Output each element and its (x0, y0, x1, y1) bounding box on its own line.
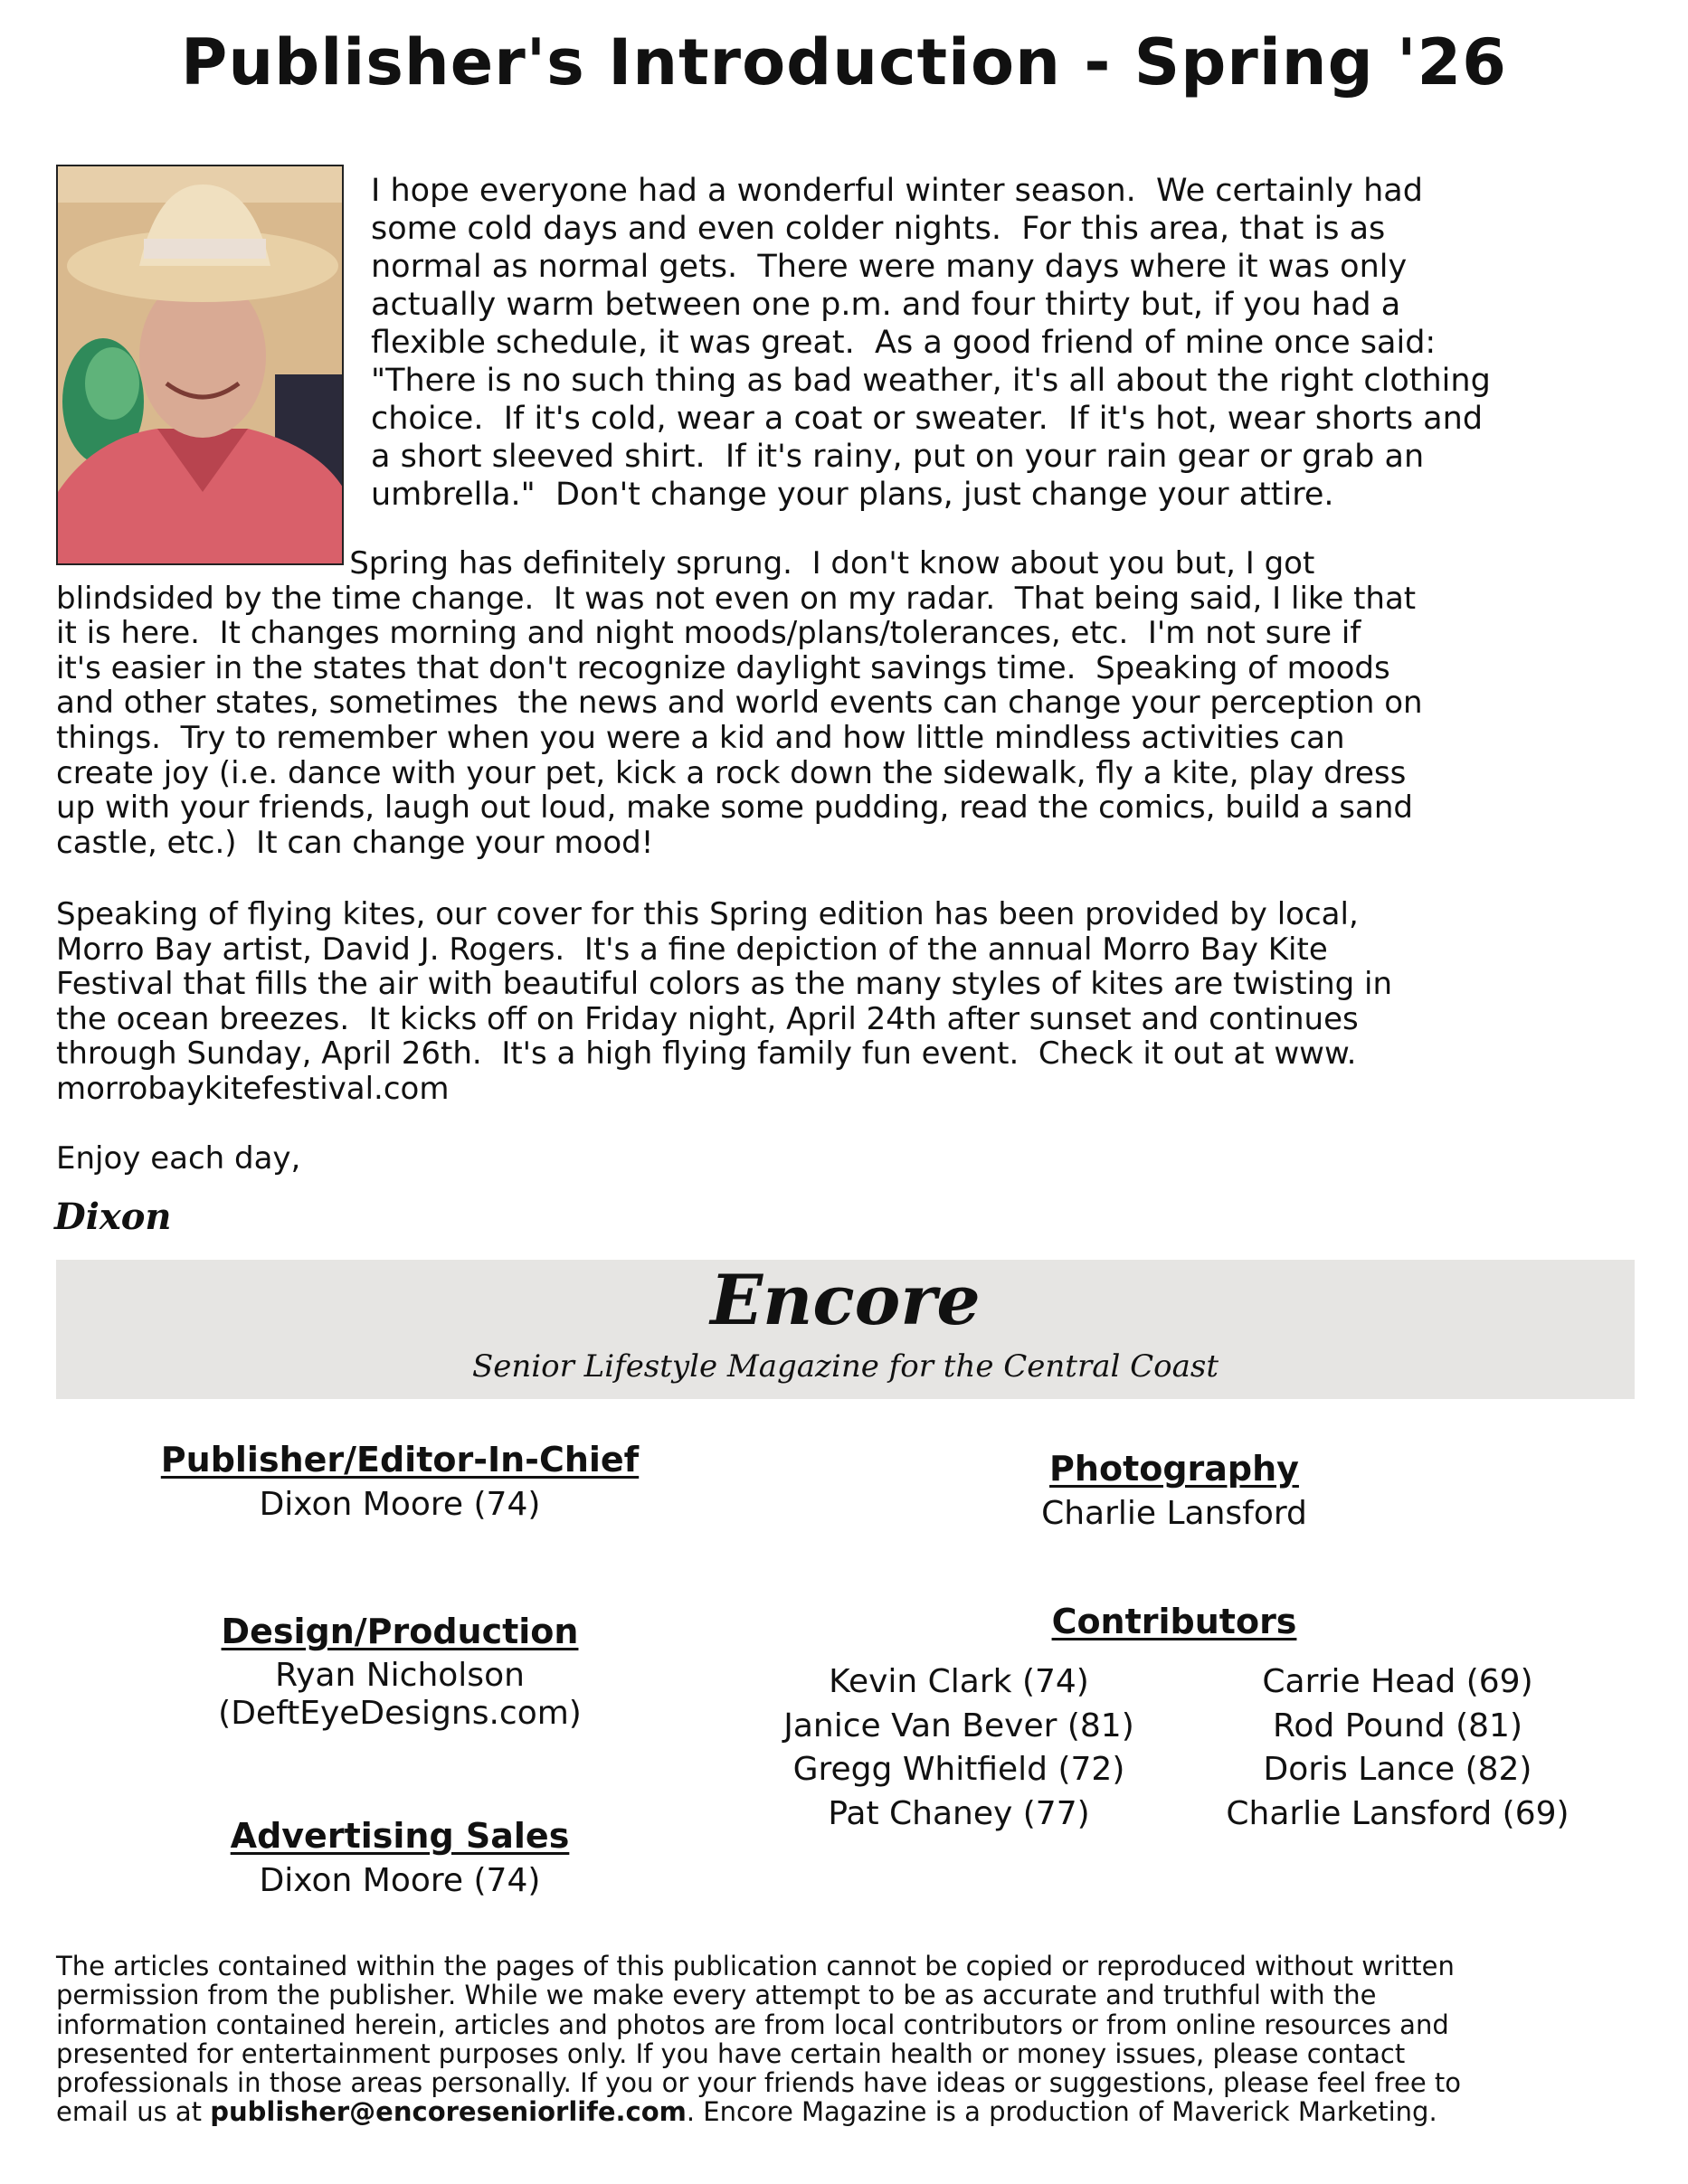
contributor: Kevin Clark (74) (829, 1663, 1089, 1700)
disclaimer-line: The articles contained within the pages of this publication cannot be copied or reproduced without written (56, 1951, 1455, 1981)
contributors-left (783, 1660, 1133, 1837)
disclaimer-line: presented for entertainment purposes only. If you have certain health or money issues, please contact (56, 2037, 1406, 2069)
text-line: choice. If it's cold, wear a coat or sweater. If it's hot, wear shorts and (371, 401, 1484, 437)
credit-photography (1041, 1447, 1307, 1534)
credit-name: Ryan Nicholson (275, 1657, 525, 1694)
credit-heading: Photography (1049, 1449, 1299, 1489)
text-line: things. Try to remember when you were a kid and how little mindless activities can (56, 719, 1345, 756)
text-line: blindsided by the time change. It was not even on my radar. That being said, I like that (56, 580, 1417, 617)
contributor: Janice Van Bever (81) (783, 1707, 1134, 1744)
text-line: I hope everyone had a wonderful winter season. We certainly had (371, 173, 1423, 209)
publisher-photo-image (58, 166, 344, 565)
text-line: Spring has definitely sprung. I don't know about you but, I got (56, 545, 1315, 581)
intro-paragraph-1 (371, 172, 1491, 514)
intro-paragraph-2 (56, 546, 1423, 860)
contributors-right (1226, 1660, 1569, 1837)
text-line: umbrella." Don't change your plans, just change your attire. (371, 477, 1334, 513)
text-line: flexible schedule, it was great. As a good friend of mine once said: (371, 325, 1437, 361)
contributor: Rod Pound (81) (1272, 1707, 1522, 1744)
text-line: create joy (i.e. dance with your pet, kick a rock down the sidewalk, fly a kite, play dress (56, 754, 1407, 791)
closing-text: Enjoy each day, (56, 1140, 301, 1177)
disclaimer-prefix: email us at (56, 2096, 211, 2128)
credit-heading: Contributors (1051, 1602, 1297, 1641)
intro-paragraph-3 (56, 897, 1392, 1107)
credit-heading: Advertising Sales (230, 1816, 570, 1856)
text-line: Festival that fills the air with beautiful colors as the many styles of kites are twisting in (56, 966, 1393, 1003)
credit-heading: Design/Production (221, 1612, 579, 1651)
credit-name: Charlie Lansford (1041, 1495, 1307, 1532)
credit-design (218, 1610, 582, 1733)
credit-contributors-heading (1052, 1600, 1297, 1643)
text-line: Morro Bay artist, David J. Rogers. It's a fine depiction of the annual Morro Bay Kite (56, 931, 1328, 968)
masthead-band (56, 1260, 1635, 1399)
text-line: it is here. It changes morning and night moods/plans/tolerances, etc. I'm not sure if (56, 615, 1361, 652)
publisher-photo (56, 165, 344, 565)
text-line: Speaking of flying kites, our cover for this Spring edition has been provided by local, (56, 896, 1359, 932)
text-line: "There is no such thing as bad weather, it's all about the right clothing (371, 363, 1491, 399)
text-line: and other states, sometimes the news and world events can change your perception on (56, 685, 1423, 722)
disclaimer-line (56, 2097, 1461, 2126)
signature: Dixon (54, 1196, 172, 1238)
text-line: it's easier in the states that don't recognize daylight savings time. Speaking of moods (56, 649, 1390, 686)
credit-name: Dixon Moore (74) (259, 1486, 541, 1523)
disclaimer-line: permission from the publisher. While we make every attempt to be as accurate and truthful with the (56, 1980, 1377, 2011)
contributor: Gregg Whitfield (72) (792, 1751, 1125, 1789)
contributor: Carrie Head (69) (1262, 1663, 1533, 1700)
text-line: through Sunday, April 26th. It's a high flying family fun event. Check it out at www. (56, 1035, 1357, 1073)
credit-heading: Publisher/Editor-In-Chief (160, 1440, 640, 1480)
text-line: morrobaykitefestival.com (56, 1070, 450, 1107)
closing (56, 1141, 300, 1177)
disclaimer-line: information contained herein, articles and photos are from local contributors or from online resources and (56, 2009, 1449, 2040)
credit-name: Dixon Moore (74) (259, 1862, 541, 1899)
email-link[interactable]: publisher@encoreseniorlife.com (210, 2096, 687, 2128)
masthead-logo: Encore (710, 1260, 981, 1340)
text-line: castle, etc.) It can change your mood! (56, 824, 654, 861)
credit-name: (DeftEyeDesigns.com) (218, 1695, 582, 1732)
text-line: actually warm between one p.m. and four thirty but, if you had a (371, 287, 1401, 323)
text-line: normal as normal gets. There were many days where it was only (371, 249, 1408, 285)
disclaimer-suffix: . Encore Magazine is a production of Maverick Marketing. (686, 2096, 1437, 2128)
disclaimer-line: professionals in those areas personally. If you or your friends have ideas or suggestions, please feel free to (56, 2067, 1461, 2099)
text-line: up with your friends, laugh out loud, make some pudding, read the comics, build a sand (56, 789, 1413, 827)
text-line: the ocean breezes. It kicks off on Friday night, April 24th after sunset and continues (56, 1000, 1359, 1037)
credit-publisher (161, 1438, 639, 1525)
page-title: Publisher's Introduction - Spring '26 (181, 25, 1507, 99)
disclaimer (56, 1952, 1461, 2127)
contributor: Pat Chaney (77) (828, 1795, 1090, 1833)
text-line: a short sleeved shirt. If it's rainy, put on your rain gear or grab an (371, 439, 1425, 475)
contributor: Charlie Lansford (69) (1226, 1795, 1569, 1833)
text-line: some cold days and even colder nights. For this area, that is as (371, 211, 1386, 247)
credit-advertising (231, 1814, 570, 1901)
masthead-tagline: Senior Lifestyle Magazine for the Central Coast (471, 1348, 1219, 1385)
contributor: Doris Lance (82) (1263, 1751, 1532, 1789)
